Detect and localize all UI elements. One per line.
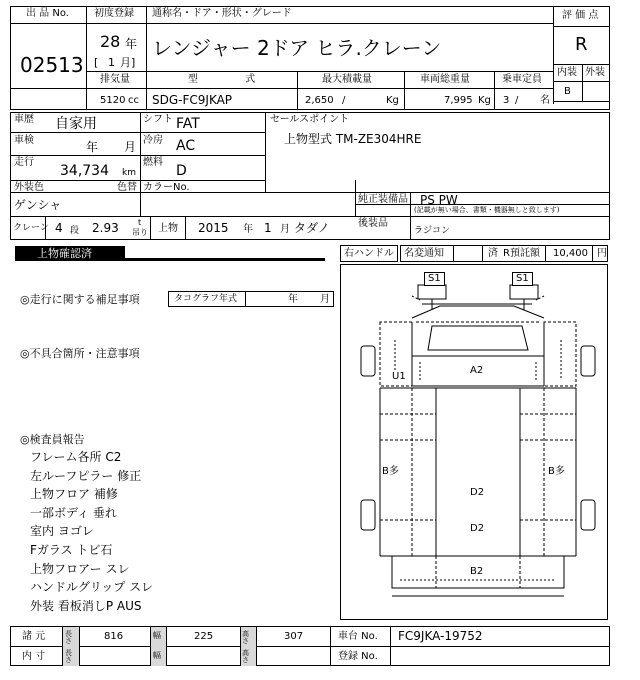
chassis-label: 車台 No. xyxy=(338,631,378,642)
interior-dim-label: 内 寸 xyxy=(22,651,46,662)
max-load-value: 2,650 xyxy=(305,95,334,106)
history-value: 自家用 xyxy=(55,116,97,132)
crane-capacity: 2.93 xyxy=(92,221,119,235)
capacity-sep: / xyxy=(515,95,519,106)
in-length-label: 長さ xyxy=(65,649,72,664)
dimensions-label: 諸 元 xyxy=(22,631,46,642)
crane-stages: 4 xyxy=(55,221,63,235)
inspection-year-unit: 年 xyxy=(86,140,99,154)
color-no-label: カラーNo. xyxy=(143,182,190,193)
name-change-field xyxy=(453,245,483,262)
mark-b2: B2 xyxy=(470,566,484,577)
displacement-value: 5120 xyxy=(100,95,126,106)
upper-month: 1 xyxy=(264,221,272,235)
history-label: 車歴 xyxy=(14,114,34,125)
equipment-label: 純正装備品 xyxy=(358,194,408,205)
recycle-unit: 円 xyxy=(597,248,607,259)
height-label: 高さ xyxy=(242,630,249,645)
aftermarket-note: (記載が無い場合、書類・機器無しと致します) xyxy=(414,206,560,214)
aircon-value: AC xyxy=(176,138,196,154)
color-code-label: 色替 xyxy=(117,182,137,193)
exterior-label: 外装 xyxy=(585,67,605,78)
equipment-value: PS PW xyxy=(420,193,458,207)
interior-score: B xyxy=(564,86,571,97)
upper-label: 上物 xyxy=(158,223,178,234)
mark-b-right: B多 xyxy=(548,466,565,477)
crane-capacity-unit-lift: 吊り xyxy=(132,228,148,237)
mileage-value: 34,734 xyxy=(60,163,109,179)
sales-point-value: 上物型式 TM-ZE304HRE xyxy=(284,132,422,146)
recycle-deposit-value: 10,400 xyxy=(553,248,588,259)
gross-weight-label: 車両総重量 xyxy=(420,74,470,85)
driving-notes-label: ◎走行に関する補足事項 xyxy=(20,293,140,306)
interior-label: 内装 xyxy=(557,67,577,78)
steering-value: 右ハンドル xyxy=(344,248,394,259)
gross-weight-unit: Kg xyxy=(478,95,491,106)
lot-label: 出 品 No. xyxy=(26,8,69,19)
tachograph-year-unit: 年 xyxy=(288,294,298,305)
mileage-label: 走行 xyxy=(14,157,34,168)
upper-confirmed-bar xyxy=(15,246,125,261)
recycle-deposit-label: R預託額 xyxy=(503,248,540,259)
mileage-unit: km xyxy=(122,168,136,178)
reg-no-label: 登録 No. xyxy=(338,651,378,662)
tachograph-month-unit: 月 xyxy=(320,294,330,305)
vehicle-name: レンジャー 2ドア ヒラ.クレーン xyxy=(152,36,442,60)
mark-u1: U1 xyxy=(392,371,406,382)
mark-b-left: B多 xyxy=(382,466,399,477)
tachograph-label: タコグラフ年式 xyxy=(174,294,238,304)
shift-value: FAT xyxy=(176,116,200,132)
inspection-month-unit: 月 xyxy=(124,140,137,154)
mark-a2: A2 xyxy=(470,365,484,376)
model-value: SDG-FC9JKAP xyxy=(152,93,233,107)
max-load-label: 最大積載量 xyxy=(322,74,372,85)
upper-confirmed-line xyxy=(125,258,325,261)
crane-stages-unit: 段 xyxy=(70,226,80,236)
height-value: 307 xyxy=(284,631,304,642)
capacity-unit: 名 xyxy=(540,95,550,106)
aftermarket-value: ラジコン xyxy=(414,226,451,236)
ext-color-label: 外装色 xyxy=(14,182,44,193)
inspector-item: ハンドルグリップ スレ xyxy=(30,580,154,595)
inspector-item: Fガラス トビ石 xyxy=(30,542,113,557)
crane-label: クレーン xyxy=(13,223,49,233)
model-label: 型 式 xyxy=(188,74,278,85)
first-reg-label: 初度登録 xyxy=(94,8,134,19)
inspector-item: 室内 ヨゴレ xyxy=(30,524,94,539)
length-label: 長さ xyxy=(65,630,72,645)
fuel-label: 燃料 xyxy=(143,157,163,168)
inspector-item: 外装 看板消しP AUS xyxy=(30,598,142,613)
displacement-unit: cc xyxy=(128,95,139,106)
mark-d2-bottom: D2 xyxy=(470,523,485,534)
reg-year-unit: 年 xyxy=(125,37,138,51)
mark-s1-right: S1 xyxy=(512,272,533,286)
crane-capacity-unit-t: t xyxy=(138,218,142,227)
name-change-label: 名変通知 xyxy=(404,248,444,259)
max-load-sep: / xyxy=(342,95,346,106)
inspector-item: 一部ボディ 垂れ xyxy=(30,505,117,520)
mark-d2-top: D2 xyxy=(470,487,485,498)
max-load-unit: Kg xyxy=(386,95,399,106)
reg-month: 1 xyxy=(108,56,115,69)
reg-month-open: [ xyxy=(94,56,99,69)
ext-color-value: ゲンシャ xyxy=(14,198,62,212)
shift-label: シフト xyxy=(143,114,173,125)
aircon-label: 冷房 xyxy=(143,135,163,146)
in-height-label: 高さ xyxy=(242,649,249,664)
gross-weight-value: 7,995 xyxy=(444,95,473,106)
defects-label: ◎不具合箇所・注意事項 xyxy=(20,347,140,360)
reg-year: 28 xyxy=(100,32,121,51)
upper-year-unit: 年 xyxy=(243,224,253,235)
capacity-label: 乗車定員 xyxy=(502,74,542,85)
inspector-item: 上物フロア 補修 xyxy=(30,487,118,502)
inspector-label: ◎検査員報告 xyxy=(20,433,85,446)
recycle-label: 済 xyxy=(488,248,498,259)
upper-month-unit: 月 xyxy=(280,224,290,235)
inspector-item: 上物フロアー スレ xyxy=(30,561,130,576)
inspector-items xyxy=(30,448,153,615)
name-label: 通称名・ドア・形状・グレード xyxy=(152,8,292,19)
aftermarket-label: 後装品 xyxy=(358,218,388,229)
chassis-value: FC9JKA-19752 xyxy=(398,629,483,643)
inspector-item: フレーム各所 C2 xyxy=(30,450,122,464)
lot-number: 02513 xyxy=(20,53,84,77)
upper-confirmed-title: 上物確認済 xyxy=(37,247,92,260)
score-value: R xyxy=(575,34,588,55)
upper-year: 2015 xyxy=(198,221,229,235)
inspection-label: 車検 xyxy=(14,135,34,146)
displacement-label: 排気量 xyxy=(100,74,130,85)
width-label: 幅 xyxy=(153,631,161,640)
mark-s1-left: S1 xyxy=(424,272,445,286)
length-value: 816 xyxy=(104,631,124,642)
in-width-label: 幅 xyxy=(153,651,161,660)
width-value: 225 xyxy=(194,631,214,642)
inspector-item: 左ルーフピラー 修正 xyxy=(30,468,142,483)
fuel-value: D xyxy=(176,163,187,179)
score-label: 評 価 点 xyxy=(562,10,599,21)
reg-month-close: 月] xyxy=(120,56,136,69)
capacity-value: 3 xyxy=(503,95,510,106)
sales-point-label: セールスポイント xyxy=(270,114,350,125)
upper-maker: タダノ xyxy=(294,221,330,235)
